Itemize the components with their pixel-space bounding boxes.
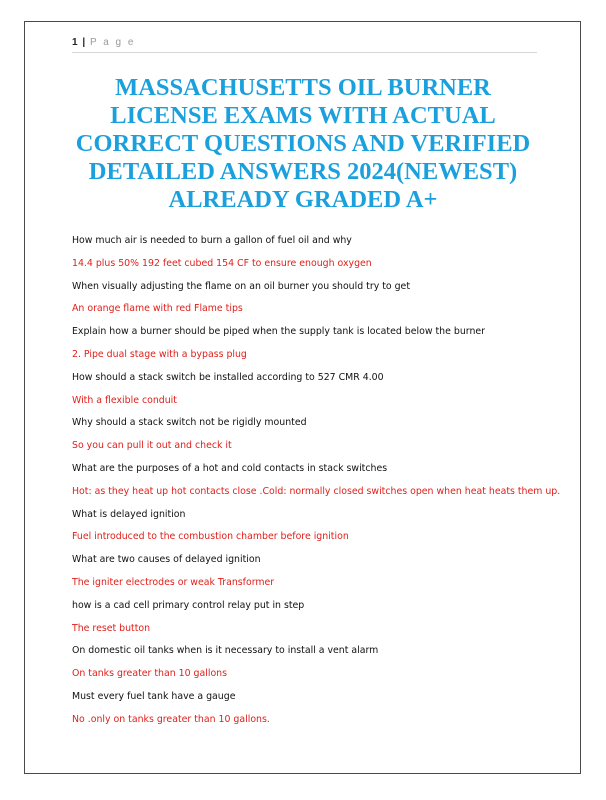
question-text: What are two causes of delayed ignition — [72, 554, 261, 566]
question-text: How should a stack switch be installed according to 527 CMR 4.00 — [72, 371, 384, 383]
answer-text: Hot: as they heat up hot contacts close .Cold: normally closed switches open when heat heats them up. — [72, 485, 561, 497]
question-text: What are the purposes of a hot and cold contacts in stack switches — [72, 462, 388, 474]
page-header — [72, 37, 537, 51]
answer-text: On tanks greater than 10 gallons — [72, 668, 228, 680]
answer-text: An orange flame with red Flame tips — [72, 303, 243, 315]
question-text: On domestic oil tanks when is it necessary to install a vent alarm — [72, 645, 379, 657]
page-label: P a g e — [89, 37, 136, 48]
header-separator: | — [82, 37, 86, 48]
question-text: When visually adjusting the flame on an oil burner you should try to get — [72, 280, 411, 292]
answer-text: With a flexible conduit — [72, 394, 177, 406]
question-text: What is delayed ignition — [72, 508, 186, 520]
question-text: Explain how a burner should be piped when the supply tank is located below the burner — [72, 326, 486, 338]
question-text: Why should a stack switch not be rigidly mounted — [72, 417, 307, 429]
answer-text: 2. Pipe dual stage with a bypass plug — [72, 348, 247, 360]
document-title: MASSACHUSETTS OIL BURNER LICENSE EXAMS WITH ACTUAL CORRECT QUESTIONS AND VERIFIED DETAILED ANSWERS 2024(NEWEST) ALREADY GRADED A+ — [75, 74, 531, 213]
header-rule — [72, 52, 537, 53]
answer-text: So you can pull it out and check it — [72, 440, 232, 452]
question-text: How much air is needed to burn a gallon of fuel oil and why — [72, 235, 352, 246]
answer-text: The igniter electrodes or weak Transformer — [72, 576, 275, 588]
qa-list — [72, 235, 561, 737]
answer-text: No .only on tanks greater than 10 gallons. — [72, 713, 270, 725]
answer-text: 14.4 plus 50% 192 feet cubed 154 CF to ensure enough oxygen — [72, 257, 372, 269]
page-number: 1 — [72, 37, 78, 48]
answer-text: The reset button — [72, 622, 151, 634]
answer-text: Fuel introduced to the combustion chamber before ignition — [72, 531, 349, 543]
question-text: how is a cad cell primary control relay put in step — [72, 599, 305, 611]
question-text: Must every fuel tank have a gauge — [72, 690, 236, 702]
